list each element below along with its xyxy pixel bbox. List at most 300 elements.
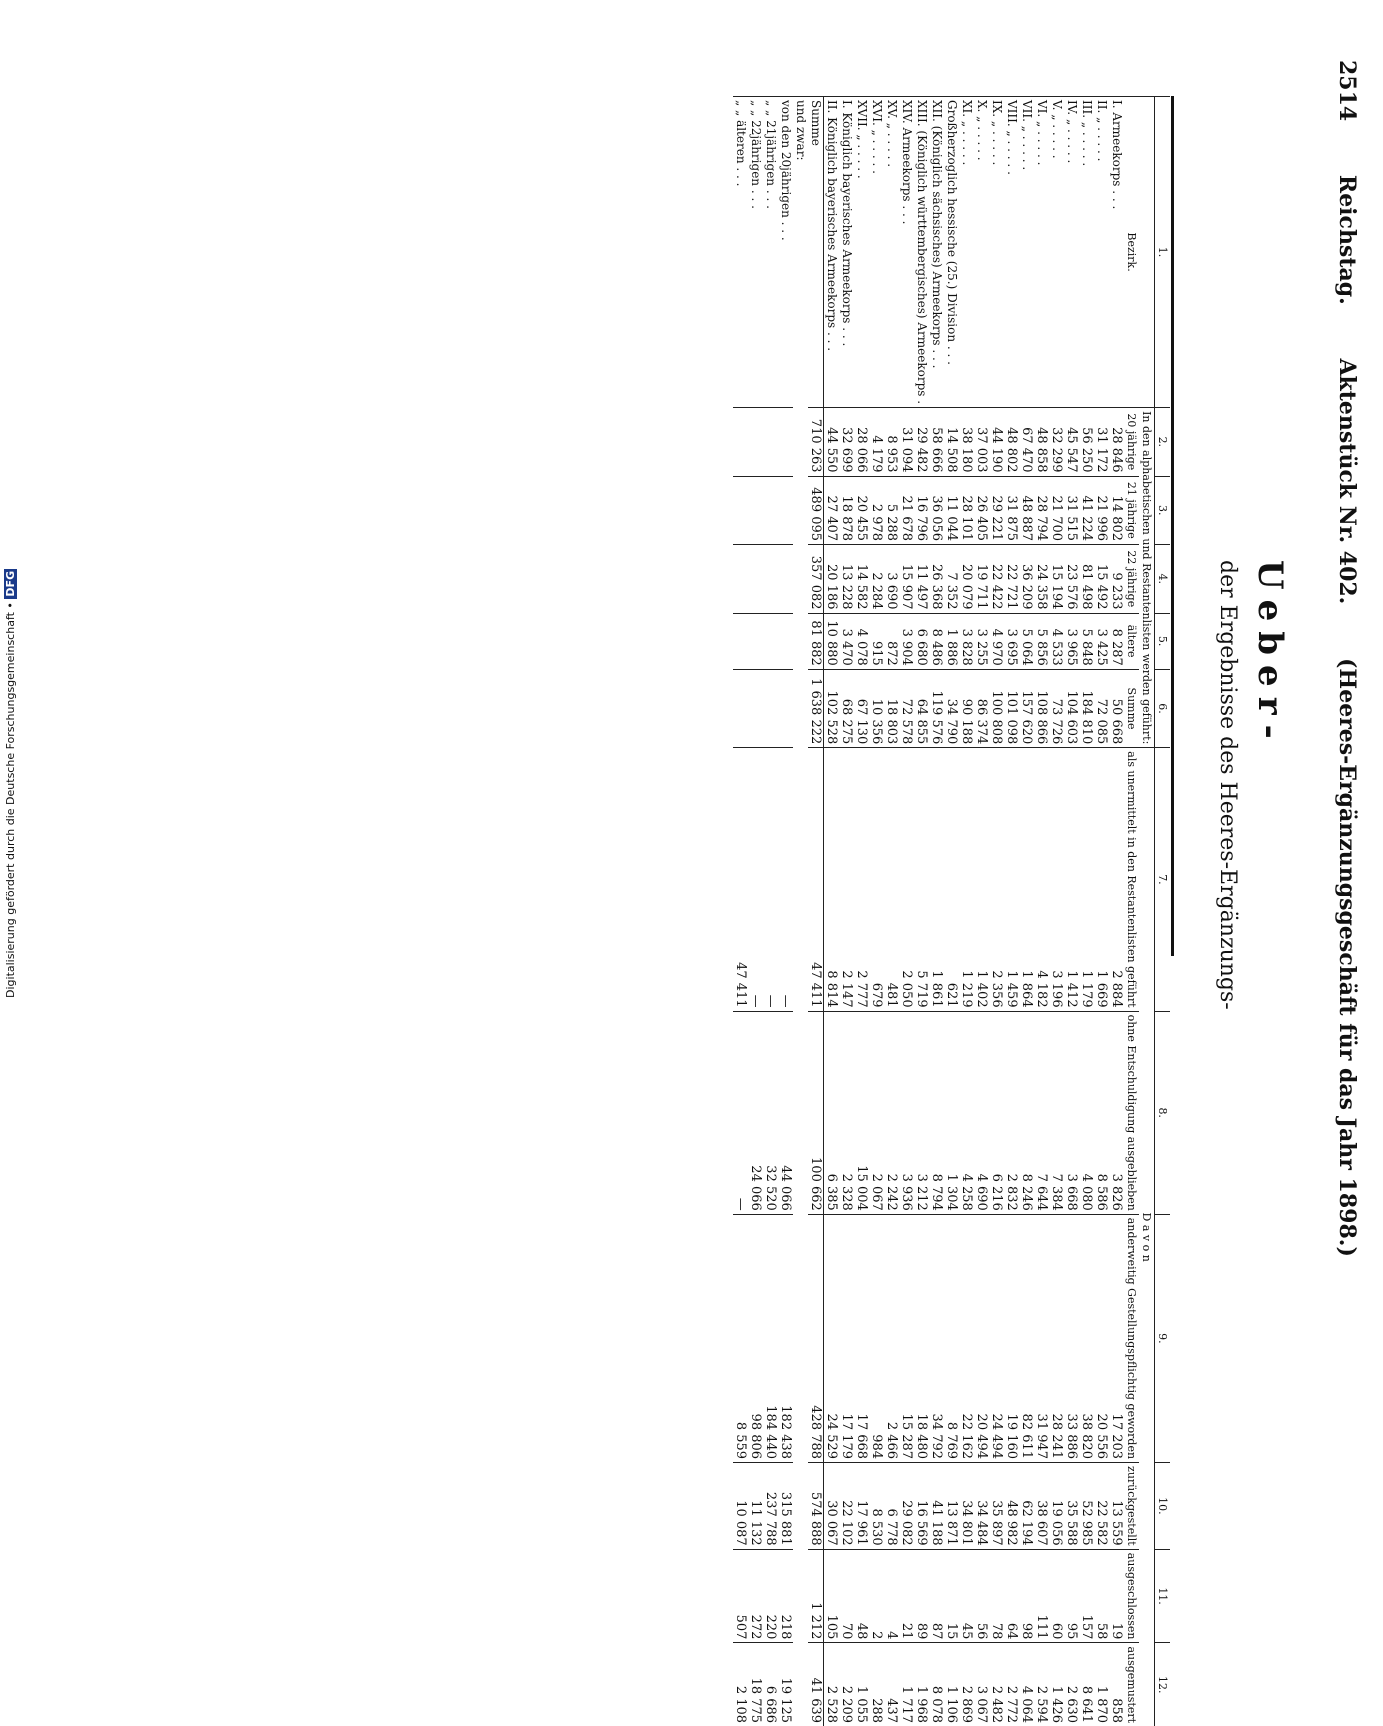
table-cell: 15 287 <box>899 1214 914 1462</box>
table-cell: 20 186 <box>824 545 840 613</box>
sum-label: Summe <box>808 97 824 408</box>
table-cell: 22 102 <box>839 1463 854 1550</box>
row-label: XVI. „ . . . . . <box>869 97 884 408</box>
table-cell: 437 <box>884 1643 899 1726</box>
table-cell: 24 358 <box>1034 545 1049 613</box>
table-cell: 2 772 <box>1004 1643 1019 1726</box>
table-cell: 34 792 <box>929 1214 944 1462</box>
row-label: II. Königlich bayerisches Armeekorps . . . <box>824 97 840 408</box>
table-cell: 78 <box>989 1549 1004 1643</box>
table-cell: 4 078 <box>854 613 869 669</box>
table-cell: 108 866 <box>1034 669 1049 747</box>
sum-cell: 41 639 <box>808 1643 824 1726</box>
sum-cell: 81 882 <box>808 613 824 669</box>
table-cell: 2 209 <box>839 1643 854 1726</box>
column-header: anderweitig Gestellungspflichtig geworden <box>1124 1214 1139 1462</box>
table-row <box>839 97 854 1726</box>
table-cell: 3 826 <box>1109 1011 1124 1214</box>
table-cell: 119 576 <box>929 669 944 747</box>
table-cell: 56 250 <box>1079 408 1094 476</box>
column-number: 7. <box>1155 748 1171 1011</box>
breakdown-cell <box>778 669 793 747</box>
table-cell: 30 067 <box>824 1463 840 1550</box>
breakdown-cell <box>778 408 793 476</box>
table-cell: 27 407 <box>824 476 840 544</box>
table-cell: 50 668 <box>1109 669 1124 747</box>
column-number: 11. <box>1155 1549 1171 1643</box>
table-cell: 4 690 <box>974 1011 989 1214</box>
table-cell: 4 533 <box>1049 613 1064 669</box>
table-cell: 38 607 <box>1034 1463 1049 1550</box>
table-cell: 104 603 <box>1064 669 1079 747</box>
breakdown-row <box>748 97 763 1726</box>
table-cell: 1 886 <box>944 613 959 669</box>
breakdown-cell <box>733 408 748 476</box>
table-row <box>1019 97 1034 1726</box>
breakdown-cell <box>778 545 793 613</box>
breakdown-cell: 507 <box>733 1549 748 1643</box>
table-row <box>989 97 1004 1726</box>
table-cell: 13 559 <box>1109 1463 1124 1550</box>
table-cell: 157 620 <box>1019 669 1034 747</box>
table-cell: 481 <box>884 748 899 1011</box>
table-cell: 15 <box>944 1549 959 1643</box>
group-header-empty <box>1139 97 1155 408</box>
table-cell: 2 284 <box>869 545 884 613</box>
breakdown-cell: — <box>763 748 778 1011</box>
table-cell: 29 482 <box>914 408 929 476</box>
table-cell: 6 680 <box>914 613 929 669</box>
table-cell: 2 884 <box>1109 748 1124 1011</box>
table-cell: 32 699 <box>839 408 854 476</box>
table-cell: 3 828 <box>959 613 974 669</box>
sum-cell: 100 662 <box>808 1011 824 1214</box>
table-cell: 26 405 <box>974 476 989 544</box>
breakdown-cell <box>763 476 778 544</box>
row-label: III. „ . . . . . <box>1079 97 1094 408</box>
table-cell: 31 947 <box>1034 1214 1049 1462</box>
table-cell: 5 288 <box>884 476 899 544</box>
table-cell: 31 515 <box>1064 476 1079 544</box>
group-header-lists: In den alphabetischen und Restantenlisten werden geführt: <box>1139 408 1155 748</box>
table-cell: 81 498 <box>1079 545 1094 613</box>
breakdown-cell: 98 806 <box>748 1214 763 1462</box>
table-cell: 86 374 <box>974 669 989 747</box>
table-cell: 41 224 <box>1079 476 1094 544</box>
table-cell: 17 179 <box>839 1214 854 1462</box>
dfg-footnote <box>4 569 17 998</box>
table-cell: 72 085 <box>1094 669 1109 747</box>
table-cell: 48 858 <box>1034 408 1049 476</box>
table-cell: 2 594 <box>1034 1643 1049 1726</box>
table-cell: 23 576 <box>1064 545 1079 613</box>
table-cell: 64 855 <box>914 669 929 747</box>
table-cell: 58 666 <box>929 408 944 476</box>
table-cell: 2 630 <box>1064 1643 1079 1726</box>
table-cell: 2 <box>869 1549 884 1643</box>
table-cell: 6 216 <box>989 1011 1004 1214</box>
table-cell: 8 246 <box>1019 1011 1034 1214</box>
column-header: Bezirk. <box>1124 97 1139 408</box>
table-cell: 18 480 <box>914 1214 929 1462</box>
row-label: XI. „ . . . . . <box>959 97 974 408</box>
table-cell: 102 528 <box>824 669 840 747</box>
breakdown-cell: 19 125 <box>778 1643 793 1726</box>
table-cell: 48 887 <box>1019 476 1034 544</box>
table-cell: 3 936 <box>899 1011 914 1214</box>
row-label: IV. „ . . . . . <box>1064 97 1079 408</box>
table-cell: 4 258 <box>959 1011 974 1214</box>
breakdown-cell <box>733 545 748 613</box>
table-cell: 1 219 <box>959 748 974 1011</box>
table-cell: 8 794 <box>929 1011 944 1214</box>
table-cell: 29 082 <box>899 1463 914 1550</box>
table-cell: 1 669 <box>1094 748 1109 1011</box>
breakdown-cell <box>763 669 778 747</box>
row-label: XVII. „ . . . . . <box>854 97 869 408</box>
row-label: IX. „ . . . . . <box>989 97 1004 408</box>
table-cell: 3 067 <box>974 1643 989 1726</box>
table-cell: 15 907 <box>899 545 914 613</box>
breakdown-cell <box>778 476 793 544</box>
table-cell: 24 494 <box>989 1214 1004 1462</box>
table-cell: 32 299 <box>1049 408 1064 476</box>
table-cell: 44 550 <box>824 408 840 476</box>
row-label: II. „ . . . . . <box>1094 97 1109 408</box>
table-cell: 288 <box>869 1643 884 1726</box>
table-cell: 858 <box>1109 1643 1124 1726</box>
table-cell: 3 668 <box>1064 1011 1079 1214</box>
table-cell: 1 717 <box>899 1643 914 1726</box>
breakdown-row-label: „ „ älteren . . . <box>733 97 748 408</box>
table-cell: 1 412 <box>1064 748 1079 1011</box>
dfg-logo: DFG <box>4 569 17 599</box>
column-number: 12. <box>1155 1643 1171 1726</box>
table-cell: 17 668 <box>854 1214 869 1462</box>
column-header: ohne Entschuldigung ausgeblieben <box>1124 1011 1139 1214</box>
table-cell: 1 870 <box>1094 1643 1109 1726</box>
table-cell: 7 384 <box>1049 1011 1064 1214</box>
table-cell: 4 080 <box>1079 1011 1094 1214</box>
table-cell: 19 <box>1109 1549 1124 1643</box>
table-top-rule <box>1171 96 1174 956</box>
table-cell: 56 <box>974 1549 989 1643</box>
row-label: VIII. „ . . . . . <box>1004 97 1019 408</box>
column-number: 8. <box>1155 1011 1171 1214</box>
table-cell: 26 368 <box>929 545 944 613</box>
breakdown-cell: 44 066 <box>778 1011 793 1214</box>
table-row <box>1004 97 1019 1726</box>
table-cell: 44 190 <box>989 408 1004 476</box>
group-header-row <box>1139 97 1155 1726</box>
table-cell: 22 162 <box>959 1214 974 1462</box>
table-cell: 157 <box>1079 1549 1094 1643</box>
table-cell: 3 695 <box>1004 613 1019 669</box>
table-cell: 3 212 <box>914 1011 929 1214</box>
table-cell: 28 101 <box>959 476 974 544</box>
table-cell: 67 130 <box>854 669 869 747</box>
breakdown-row <box>763 97 778 1726</box>
column-number: 2. <box>1155 408 1171 476</box>
table-cell: 28 794 <box>1034 476 1049 544</box>
table-cell: 2 832 <box>1004 1011 1019 1214</box>
table-cell: 984 <box>869 1214 884 1462</box>
table-cell: 34 790 <box>944 669 959 747</box>
table-cell: 1 179 <box>1079 748 1094 1011</box>
breakdown-cell <box>763 408 778 476</box>
table-cell: 19 056 <box>1049 1463 1064 1550</box>
table-cell: 48 982 <box>1004 1463 1019 1550</box>
table-cell: 29 221 <box>989 476 1004 544</box>
table-cell: 20 079 <box>959 545 974 613</box>
breakdown-cell: 272 <box>748 1549 763 1643</box>
breakdown-cell: 2 108 <box>733 1643 748 1726</box>
column-header: als unermittelt in den Restantenlisten geführt <box>1124 748 1139 1011</box>
table-cell: 101 098 <box>1004 669 1019 747</box>
table-cell: 3 196 <box>1049 748 1064 1011</box>
row-label: VI. „ . . . . . <box>1034 97 1049 408</box>
table-cell: 17 203 <box>1109 1214 1124 1462</box>
column-number: 3. <box>1155 476 1171 544</box>
sum-cell: 574 888 <box>808 1463 824 1550</box>
column-number: 6. <box>1155 669 1171 747</box>
table-row <box>1049 97 1064 1726</box>
column-header: 22 jährige <box>1124 545 1139 613</box>
table-cell: 72 578 <box>899 669 914 747</box>
row-label: V. „ . . . . . <box>1049 97 1064 408</box>
table-cell: 3 255 <box>974 613 989 669</box>
table-cell: 2 869 <box>959 1643 974 1726</box>
table-cell: 1 864 <box>1019 748 1034 1011</box>
table-cell: 70 <box>839 1549 854 1643</box>
table-cell: 2 466 <box>884 1214 899 1462</box>
page-number: 2514 <box>1334 60 1360 121</box>
table-cell: 1 055 <box>854 1643 869 1726</box>
table-cell: 8 814 <box>824 748 840 1011</box>
table-cell: 31 094 <box>899 408 914 476</box>
table-cell: 105 <box>824 1549 840 1643</box>
breakdown-cell: 315 881 <box>778 1463 793 1550</box>
row-label: XIV. Armeekorps . . . <box>899 97 914 408</box>
breakdown-cell: 237 788 <box>763 1463 778 1550</box>
sum-cell: 428 788 <box>808 1214 824 1462</box>
row-label: XII. (Königlich sächsisches) Armeekorps . . . <box>929 97 944 408</box>
table-cell: 2 528 <box>824 1643 840 1726</box>
table-cell: 45 <box>959 1549 974 1643</box>
table-cell: 67 470 <box>1019 408 1034 476</box>
breakdown-cell: 182 438 <box>778 1214 793 1462</box>
table-cell: 5 064 <box>1019 613 1034 669</box>
column-header: ausgemustert <box>1124 1643 1139 1726</box>
column-header: 21 jährige <box>1124 476 1139 544</box>
table-row <box>914 97 929 1726</box>
table-cell: 8 078 <box>929 1643 944 1726</box>
column-number: 9. <box>1155 1214 1171 1462</box>
table-cell: 4 179 <box>869 408 884 476</box>
table-cell: 19 160 <box>1004 1214 1019 1462</box>
table-cell: 21 996 <box>1094 476 1109 544</box>
column-number: 10. <box>1155 1463 1171 1550</box>
table-cell: 14 802 <box>1109 476 1124 544</box>
table-cell: 4 182 <box>1034 748 1049 1011</box>
breakdown-cell <box>748 545 763 613</box>
table-cell: 10 356 <box>869 669 884 747</box>
table-cell: 6 778 <box>884 1463 899 1550</box>
table-cell: 8 530 <box>869 1463 884 1550</box>
table-cell: 2 356 <box>989 748 1004 1011</box>
table-cell: 2 242 <box>884 1011 899 1214</box>
column-number: 5. <box>1155 613 1171 669</box>
table-cell: 13 871 <box>944 1463 959 1550</box>
breakdown-cell: 220 <box>763 1549 778 1643</box>
table-cell: 87 <box>929 1549 944 1643</box>
table-cell: 1 968 <box>914 1643 929 1726</box>
table-row <box>884 97 899 1726</box>
row-label: XV. „ . . . . . <box>884 97 899 408</box>
table-cell: 5 856 <box>1034 613 1049 669</box>
breakdown-cell: 10 087 <box>733 1463 748 1550</box>
breakdown-cell <box>733 669 748 747</box>
table-row <box>929 97 944 1726</box>
breakdown-cell: 11 132 <box>748 1463 763 1550</box>
table-cell: 7 352 <box>944 545 959 613</box>
table-cell: 33 886 <box>1064 1214 1079 1462</box>
table-cell: 38 820 <box>1079 1214 1094 1462</box>
table-cell: 5 719 <box>914 748 929 1011</box>
table-cell: 34 801 <box>959 1463 974 1550</box>
table-cell: 184 810 <box>1079 669 1094 747</box>
breakdown-cell <box>748 408 763 476</box>
sum-row <box>808 97 824 1726</box>
table-cell: 8 769 <box>944 1214 959 1462</box>
table-cell: 36 056 <box>929 476 944 544</box>
table-cell: 1 106 <box>944 1643 959 1726</box>
table-row <box>959 97 974 1726</box>
sum-cell: 710 263 <box>808 408 824 476</box>
table-cell: 5 848 <box>1079 613 1094 669</box>
table-cell: 24 529 <box>824 1214 840 1462</box>
table-cell: 15 004 <box>854 1011 869 1214</box>
table-cell: 18 803 <box>884 669 899 747</box>
table-cell: 16 796 <box>914 476 929 544</box>
table-cell: 10 880 <box>824 613 840 669</box>
breakdown-row <box>733 97 748 1726</box>
breakdown-cell <box>733 476 748 544</box>
table-cell: 21 <box>899 1549 914 1643</box>
row-label: I. Armeekorps . . . <box>1109 97 1124 408</box>
column-header: Summe <box>1124 669 1139 747</box>
breakdown-cell <box>748 613 763 669</box>
breakdown-cell: — <box>733 1011 748 1214</box>
table-cell: 4 064 <box>1019 1643 1034 1726</box>
table-cell: 48 <box>854 1549 869 1643</box>
sum-cell: 1 638 222 <box>808 669 824 747</box>
document-number: Aktenstück Nr. 402. <box>1334 358 1360 604</box>
table-cell: 73 726 <box>1049 669 1064 747</box>
table-cell: 98 <box>1019 1549 1034 1643</box>
sum-cell: 489 095 <box>808 476 824 544</box>
breakdown-cell: 32 520 <box>763 1011 778 1214</box>
table-cell: 89 <box>914 1549 929 1643</box>
table-row <box>899 97 914 1726</box>
rotated-document <box>110 0 1360 1000</box>
table-cell: 20 455 <box>854 476 869 544</box>
table-cell: 2 978 <box>869 476 884 544</box>
table-cell: 28 846 <box>1109 408 1124 476</box>
table-cell: 4 970 <box>989 613 1004 669</box>
table-cell: 15 194 <box>1049 545 1064 613</box>
table-cell: 915 <box>869 613 884 669</box>
row-label: I. Königlich bayerisches Armeekorps . . . <box>839 97 854 408</box>
table-cell: 8 287 <box>1109 613 1124 669</box>
table-cell: 62 194 <box>1019 1463 1034 1550</box>
table-cell: 31 172 <box>1094 408 1109 476</box>
table-row <box>1034 97 1049 1726</box>
table-cell: 8 586 <box>1094 1011 1109 1214</box>
row-label: Großherzoglich hessische (25.) Division . . . <box>944 97 959 408</box>
table-cell: 1 304 <box>944 1011 959 1214</box>
table-cell: 22 721 <box>1004 545 1019 613</box>
table-row <box>1079 97 1094 1726</box>
sum-cell: 47 411 <box>808 748 824 1011</box>
table-cell: 52 985 <box>1079 1463 1094 1550</box>
page-title: Ueber- <box>1250 560 1290 749</box>
table-cell: 22 582 <box>1094 1463 1109 1550</box>
table-cell: 9 233 <box>1109 545 1124 613</box>
table-cell: 20 494 <box>974 1214 989 1462</box>
breakdown-cell: 8 559 <box>733 1214 748 1462</box>
table-cell: 2 777 <box>854 748 869 1011</box>
table-cell: 68 275 <box>839 669 854 747</box>
table-cell: 3 690 <box>884 545 899 613</box>
table-cell: 45 547 <box>1064 408 1079 476</box>
table-cell: 2 147 <box>839 748 854 1011</box>
table-cell: 3 470 <box>839 613 854 669</box>
table-cell: 1 861 <box>929 748 944 1011</box>
table-cell: 11 044 <box>944 476 959 544</box>
publication-name: Reichstag. <box>1334 175 1360 305</box>
table-cell: 64 <box>1004 1549 1019 1643</box>
data-table <box>733 96 1170 1726</box>
breakdown-cell: — <box>778 748 793 1011</box>
page-subtitle: der Ergebnisse des Heeres-Ergänzungs- <box>1215 560 1240 1010</box>
table-cell: 14 582 <box>854 545 869 613</box>
table-cell: 58 <box>1094 1549 1109 1643</box>
row-label: VII. „ . . . . . <box>1019 97 1034 408</box>
breakdown-label-row <box>793 97 808 1726</box>
table-row <box>869 97 884 1726</box>
table-cell: 872 <box>884 613 899 669</box>
table-cell: 82 611 <box>1019 1214 1034 1462</box>
table-cell: 100 808 <box>989 669 1004 747</box>
table-cell: 48 802 <box>1004 408 1019 476</box>
breakdown-row-label: „ „ 21jährigen . . . <box>763 97 778 408</box>
breakdown-cell <box>733 613 748 669</box>
table-cell: 8 641 <box>1079 1643 1094 1726</box>
table-cell: 2 050 <box>899 748 914 1011</box>
row-label: XIII. (Königlich württembergisches) Armeekorps . <box>914 97 929 408</box>
sum-cell: 1 212 <box>808 1549 824 1643</box>
table-cell: 16 569 <box>914 1463 929 1550</box>
table-row <box>974 97 989 1726</box>
table-cell: 20 556 <box>1094 1214 1109 1462</box>
table-cell: 21 700 <box>1049 476 1064 544</box>
column-header: zurückgestellt <box>1124 1463 1139 1550</box>
breakdown-cell: 184 440 <box>763 1214 778 1462</box>
table-cell: 1 426 <box>1049 1643 1064 1726</box>
table-cell: 6 385 <box>824 1011 840 1214</box>
dfg-note-text: Digitalisierung gefördert durch die Deutsche Forschungsgemeinschaft • <box>4 602 17 998</box>
